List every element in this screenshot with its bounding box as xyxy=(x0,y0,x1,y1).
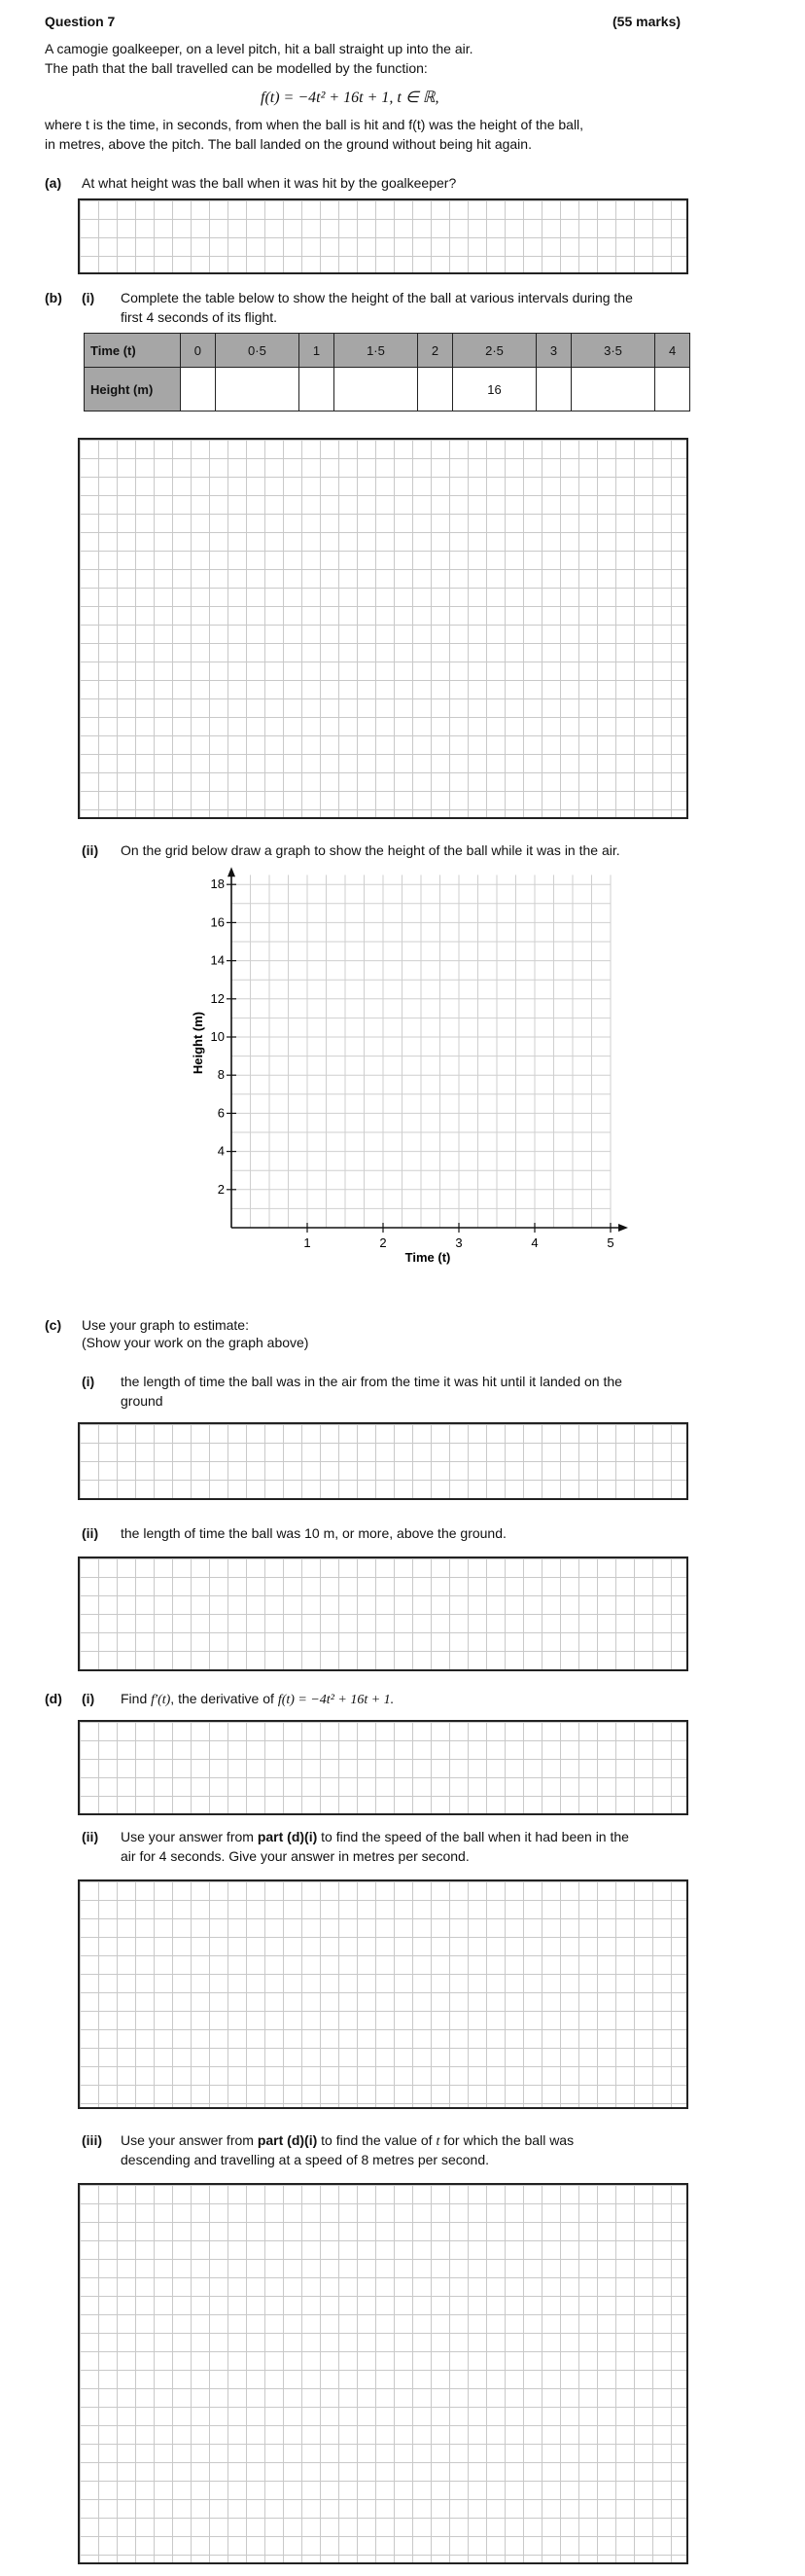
table-height-cell[interactable] xyxy=(418,368,453,411)
part-d-i-label: (i) xyxy=(82,1691,95,1706)
part-b-text-1: Complete the table below to show the height of the ball at various intervals during the xyxy=(121,290,633,305)
table-time-cell: 2 xyxy=(418,334,453,368)
y-axis-label: Height (m) xyxy=(191,1011,205,1075)
part-d-ii-text-2: air for 4 seconds. Give your answer in metres per second. xyxy=(121,1848,470,1864)
table-height-cell[interactable] xyxy=(333,368,417,411)
part-d-iii-label: (iii) xyxy=(82,2132,102,2148)
table-header-height: Height (m) xyxy=(85,368,181,411)
intro-line-2: The path that the ball travelled can be modelled by the function: xyxy=(45,60,428,76)
table-time-cell: 0 xyxy=(181,334,216,368)
answer-box-a[interactable] xyxy=(78,198,688,274)
y-tick-label: 12 xyxy=(210,990,225,1006)
part-c-text-2: (Show your work on the graph above) xyxy=(82,1335,309,1350)
answer-box-c-ii[interactable] xyxy=(78,1556,688,1671)
table-time-cell: 1 xyxy=(299,334,334,368)
answer-box-b-i[interactable] xyxy=(78,438,688,819)
table-height-cell[interactable] xyxy=(655,368,690,411)
part-c-label: (c) xyxy=(45,1317,62,1333)
table-time-cell: 4 xyxy=(655,334,690,368)
height-table xyxy=(84,333,690,411)
table-header-time: Time (t) xyxy=(85,334,181,368)
table-time-cell: 0·5 xyxy=(215,334,298,368)
part-c-i-text-2: ground xyxy=(121,1393,163,1409)
where-line-2: in metres, above the pitch. The ball landed on the ground without being hit again. xyxy=(45,136,532,152)
y-axis-arrow xyxy=(228,867,235,877)
part-a-label: (a) xyxy=(45,175,62,191)
y-tick-label: 14 xyxy=(210,952,225,968)
part-b-i-label: (i) xyxy=(82,290,95,305)
table-time-cell: 2·5 xyxy=(452,334,536,368)
table-height-cell[interactable] xyxy=(215,368,298,411)
x-axis-label: Time (t) xyxy=(404,1250,451,1265)
table-height-cell[interactable] xyxy=(181,368,216,411)
part-b-ii-label: (ii) xyxy=(82,842,99,858)
y-tick-label: 16 xyxy=(210,914,225,930)
graph-grid xyxy=(231,875,611,1228)
part-d-i-text: Find f′(t), the derivative of f(t) = −4t² + 16t + 1. xyxy=(121,1691,395,1707)
table-height-cell[interactable] xyxy=(571,368,654,411)
y-tick-label: 4 xyxy=(217,1143,225,1159)
question-marks: (55 marks) xyxy=(612,14,682,29)
part-b-ii-text: On the grid below draw a graph to show the height of the ball while it was in the air. xyxy=(121,842,620,858)
part-d-ii-text-1: Use your answer from part (d)(i) to find the speed of the ball when it had been in the xyxy=(121,1829,629,1844)
x-tick-label: 1 xyxy=(303,1235,311,1250)
y-tick-label: 6 xyxy=(217,1105,225,1121)
part-d-iii-text-1: Use your answer from part (d)(i) to find the value of t for which the ball was xyxy=(121,2132,575,2149)
part-a-text: At what height was the ball when it was hit by the goalkeeper? xyxy=(82,175,457,191)
table-time-cell: 1·5 xyxy=(333,334,417,368)
part-c-ii-text: the length of time the ball was 10 m, or more, above the ground. xyxy=(121,1525,507,1541)
y-tick-label: 8 xyxy=(217,1067,225,1083)
x-tick-label: 3 xyxy=(455,1235,463,1250)
x-axis-arrow xyxy=(618,1224,628,1232)
answer-box-c-i[interactable] xyxy=(78,1422,688,1500)
part-d-label: (d) xyxy=(45,1691,62,1706)
part-c-ii-label: (ii) xyxy=(82,1525,99,1541)
where-line-1: where t is the time, in seconds, from when the ball is hit and f(t) was the height of the ball, xyxy=(45,117,584,132)
part-d-iii-text-2: descending and travelling at a speed of 8 metres per second. xyxy=(121,2152,490,2167)
part-c-text-1: Use your graph to estimate: xyxy=(82,1317,249,1333)
y-tick-label: 10 xyxy=(210,1029,225,1044)
part-d-ii-label: (ii) xyxy=(82,1829,99,1844)
function-definition: f(t) = −4t² + 16t + 1, t ∈ ℝ, xyxy=(261,89,439,106)
x-tick-label: 4 xyxy=(531,1235,539,1250)
answer-box-d-ii[interactable] xyxy=(78,1879,688,2109)
part-b-text-2: first 4 seconds of its flight. xyxy=(121,309,278,325)
table-height-cell[interactable] xyxy=(299,368,334,411)
table-height-cell[interactable]: 16 xyxy=(452,368,536,411)
table-time-cell: 3·5 xyxy=(571,334,654,368)
answer-box-d-i[interactable] xyxy=(78,1720,688,1815)
y-tick-label: 18 xyxy=(210,877,225,892)
part-c-i-text-1: the length of time the ball was in the air from the time it was hit until it landed on the xyxy=(121,1374,622,1389)
graph-axes xyxy=(228,867,628,1232)
intro-line-1: A camogie goalkeeper, on a level pitch, hit a ball straight up into the air. xyxy=(45,41,473,56)
table-height-cell[interactable] xyxy=(537,368,572,411)
table-time-cell: 3 xyxy=(537,334,572,368)
question-title: Question 7 xyxy=(45,14,116,29)
height-graph[interactable] xyxy=(175,866,642,1274)
answer-box-d-iii[interactable] xyxy=(78,2183,688,2564)
x-tick-label: 2 xyxy=(379,1235,387,1250)
x-tick-label: 5 xyxy=(607,1235,614,1250)
part-c-i-label: (i) xyxy=(82,1374,95,1389)
part-b-label: (b) xyxy=(45,290,62,305)
y-tick-label: 2 xyxy=(217,1181,225,1197)
